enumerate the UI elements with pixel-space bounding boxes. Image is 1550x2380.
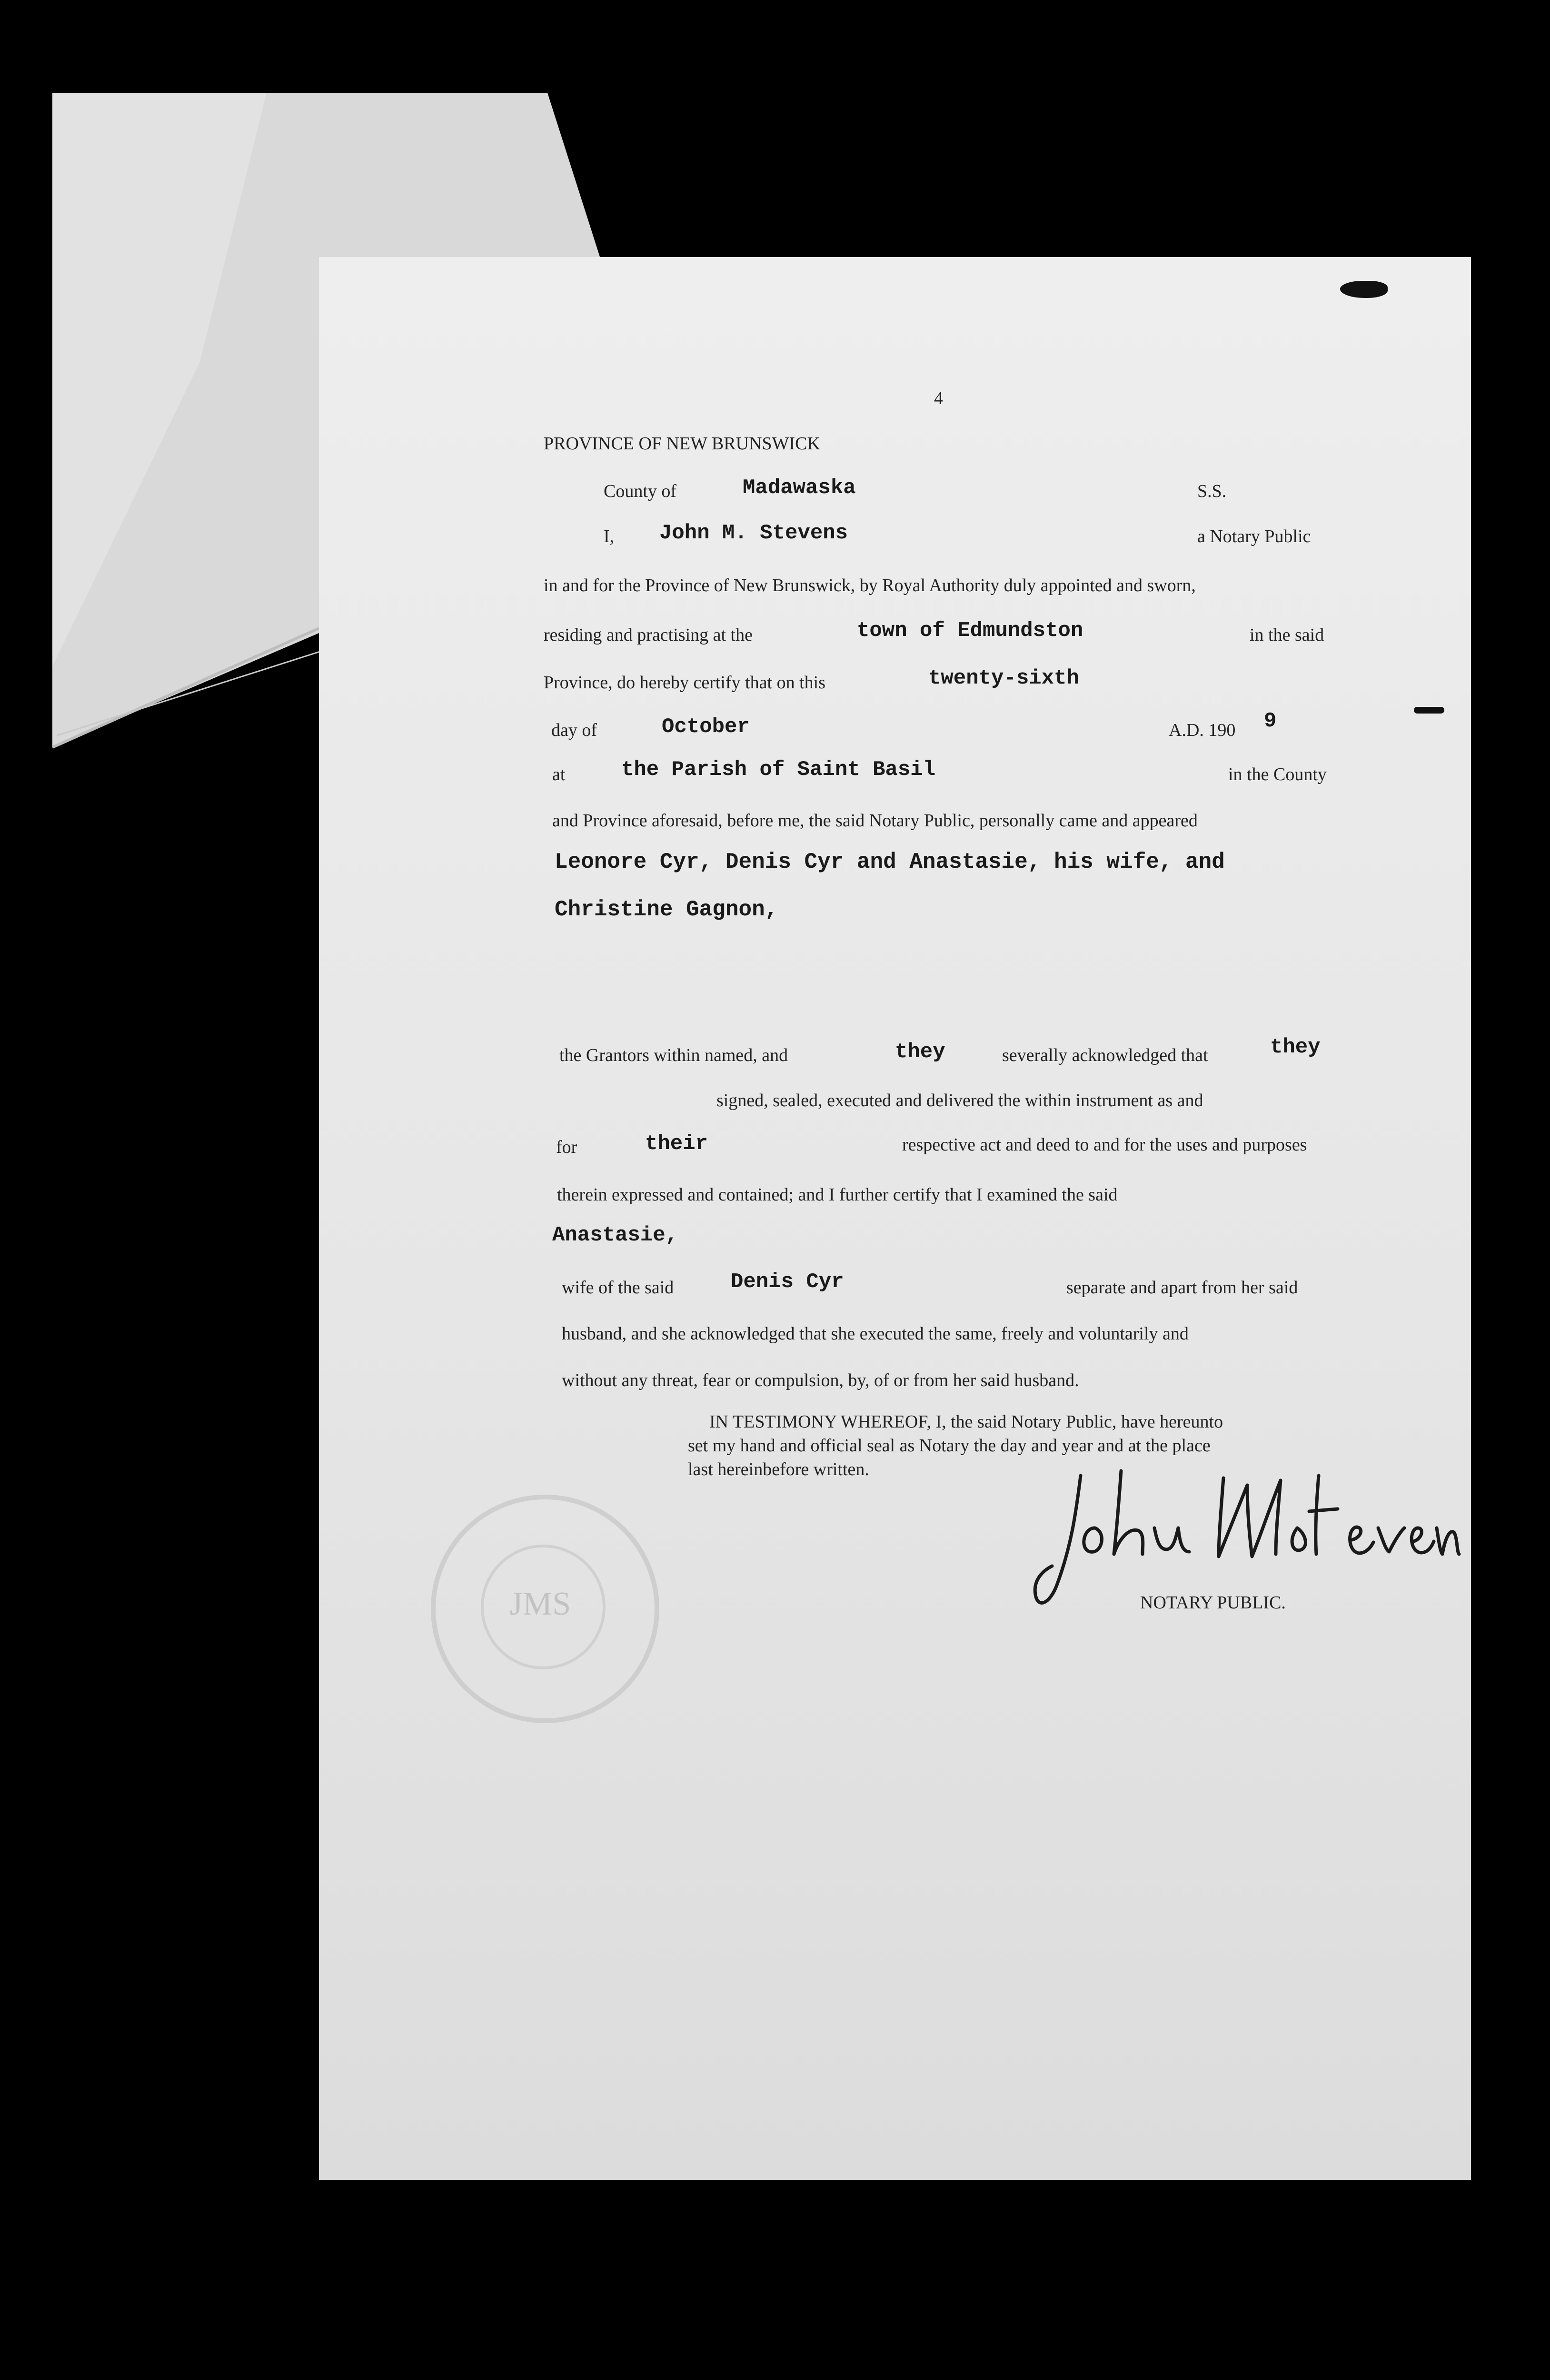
at-label: at <box>552 764 566 784</box>
i-label: I, <box>604 526 615 546</box>
separate-label: separate and apart from her said <box>1066 1278 1298 1298</box>
husband-line: husband, and she acknowledged that she executed the same, freely and voluntarily and <box>562 1324 1189 1344</box>
they-value-2: they <box>1270 1035 1321 1059</box>
their-value: their <box>645 1132 708 1156</box>
appeared-names-line-1: Leonore Cyr, Denis Cyr and Anastasie, his wife, and <box>555 850 1225 874</box>
month-value: October <box>662 715 750 739</box>
for-label: for <box>556 1137 577 1157</box>
county-label: County of <box>604 481 677 501</box>
day-of-label: day of <box>551 720 597 740</box>
notary-name: John M. Stevens <box>659 521 848 545</box>
in-the-county-label: in the County <box>1228 764 1327 784</box>
testimony-line-1: IN TESTIMONY WHEREOF, I, the said Notary Public, have hereunto <box>709 1412 1223 1432</box>
day-value: twenty-sixth <box>928 666 1079 690</box>
therein-line: therein expressed and contained; and I further certify that I examined the said <box>557 1185 1118 1205</box>
province-aforesaid-line: and Province aforesaid, before me, the said Notary Public, personally came and appeared <box>552 811 1198 831</box>
authority-line: in and for the Province of New Brunswick, by Royal Authority duly appointed and sworn, <box>544 575 1196 595</box>
signed-line: signed, sealed, executed and delivered the within instrument as and <box>716 1091 1203 1111</box>
ad-label: A.D. 190 <box>1169 720 1236 740</box>
testimony-line-2: set my hand and official seal as Notary the day and year and at the place <box>688 1436 1211 1456</box>
appeared-names-line-2: Christine Gagnon, <box>555 897 778 922</box>
year-digit: 9 <box>1264 709 1277 733</box>
document-heading: PROVINCE OF NEW BRUNSWICK <box>544 434 820 454</box>
wife-of-label: wife of the said <box>562 1278 674 1298</box>
without-line: without any threat, fear or compulsion, by, of or from her said husband. <box>562 1370 1079 1390</box>
ink-blot <box>1340 281 1388 298</box>
wife-name-value: Anastasie, <box>552 1223 678 1247</box>
notary-public-label: a Notary Public <box>1197 526 1311 546</box>
testimony-line-3: last hereinbefore written. <box>688 1459 869 1479</box>
province-certify-line: Province, do hereby certify that on this <box>544 673 826 693</box>
seal-monogram: JMS <box>509 1586 571 1622</box>
grantors-label: the Grantors within named, and <box>559 1045 788 1065</box>
place-value: the Parish of Saint Basil <box>621 758 936 782</box>
county-value: Madawaska <box>743 476 856 500</box>
page-number: 4 <box>934 388 943 408</box>
husband-value: Denis Cyr <box>731 1270 844 1294</box>
they-value-1: they <box>895 1040 945 1064</box>
edge-mark <box>1414 707 1444 714</box>
severally-label: severally acknowledged that <box>1002 1045 1208 1065</box>
respective-line: respective act and deed to and for the uses and purposes <box>902 1135 1307 1155</box>
in-the-said-label: in the said <box>1250 625 1324 645</box>
ss-label: S.S. <box>1197 481 1227 501</box>
residing-label: residing and practising at the <box>544 625 753 645</box>
residing-value: town of Edmundston <box>857 619 1083 643</box>
notary-signature <box>1023 1457 1461 1614</box>
notary-public-footer: NOTARY PUBLIC. <box>1140 1593 1286 1613</box>
